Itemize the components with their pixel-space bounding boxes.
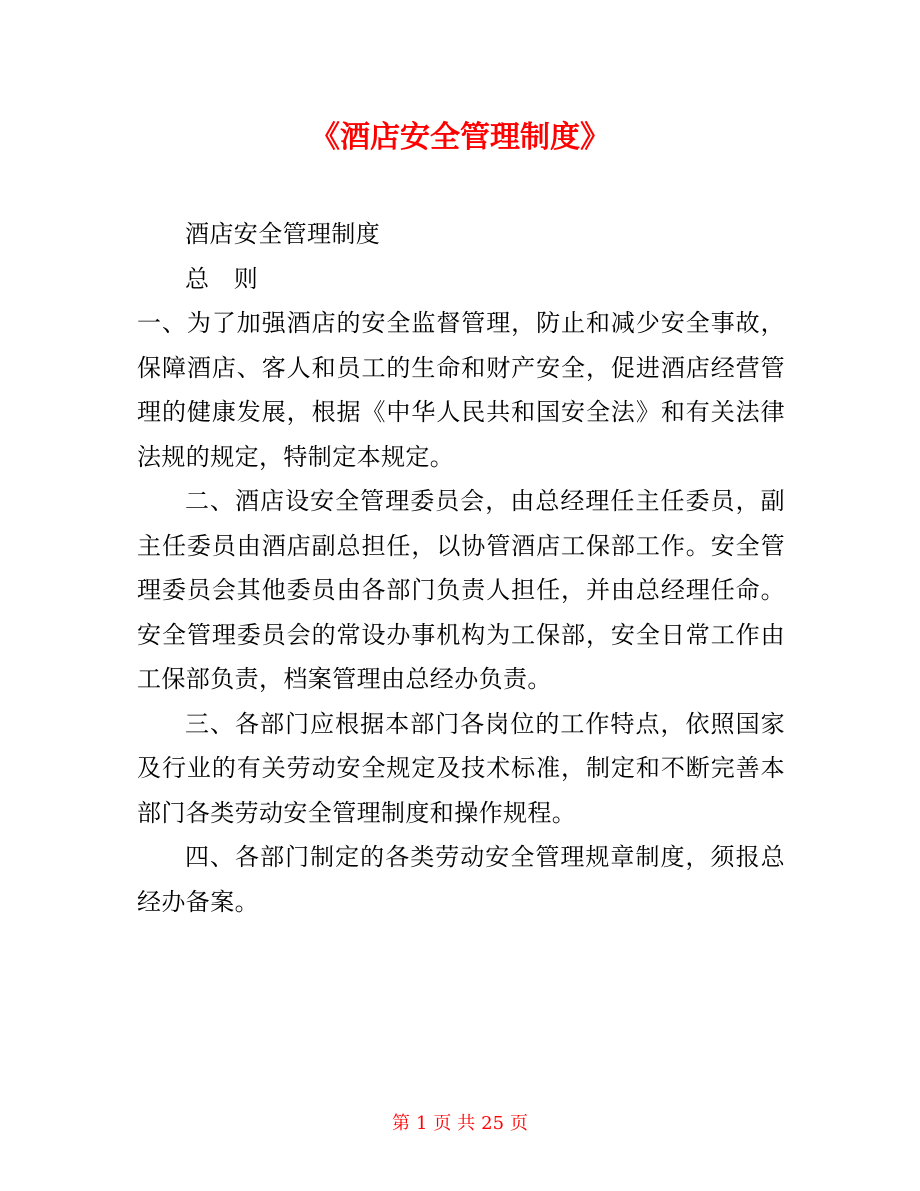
document-subtitle: 酒店安全管理制度 (185, 220, 381, 248)
footer-prefix: 第 (391, 1113, 410, 1134)
footer-mid: 页 共 (433, 1113, 476, 1134)
footer-suffix: 页 (510, 1113, 529, 1134)
section-heading: 总 则 (185, 264, 259, 293)
paragraph-2: 二、酒店设安全管理委员会，由总经理任主任委员，副主任委员由酒店副总担任，以协管酒店工保部工作。安全管理委员会其他委员由各部门负责人担任，并由总经理任命。安全管理委员会的常设办事机构为工保部，安全日常工作由工保部负责，档案管理由总经办负责。 (137, 487, 785, 693)
paragraph-4: 四、各部门制定的各类劳动安全管理规章制度，须报总经办备案。 (137, 843, 785, 916)
document-body (137, 212, 785, 924)
footer-total-pages: 25 (481, 1113, 505, 1134)
page-footer (0, 1112, 920, 1136)
document-title: 《酒店安全管理制度》 (310, 120, 610, 155)
paragraph-3: 三、各部门应根据本部门各岗位的工作特点，依照国家及行业的有关劳动安全规定及技术标准，制定和不断完善本部门各类劳动安全管理制度和操作规程。 (137, 709, 785, 827)
footer-current-page: 1 (415, 1113, 428, 1134)
paragraph-1: 一、为了加强酒店的安全监督管理，防止和减少安全事故，保障酒店、客人和员工的生命和财产安全，促进酒店经营管理的健康发展，根据《中华人民共和国安全法》和有关法律法规的规定，特制定本规定。 (137, 309, 785, 471)
